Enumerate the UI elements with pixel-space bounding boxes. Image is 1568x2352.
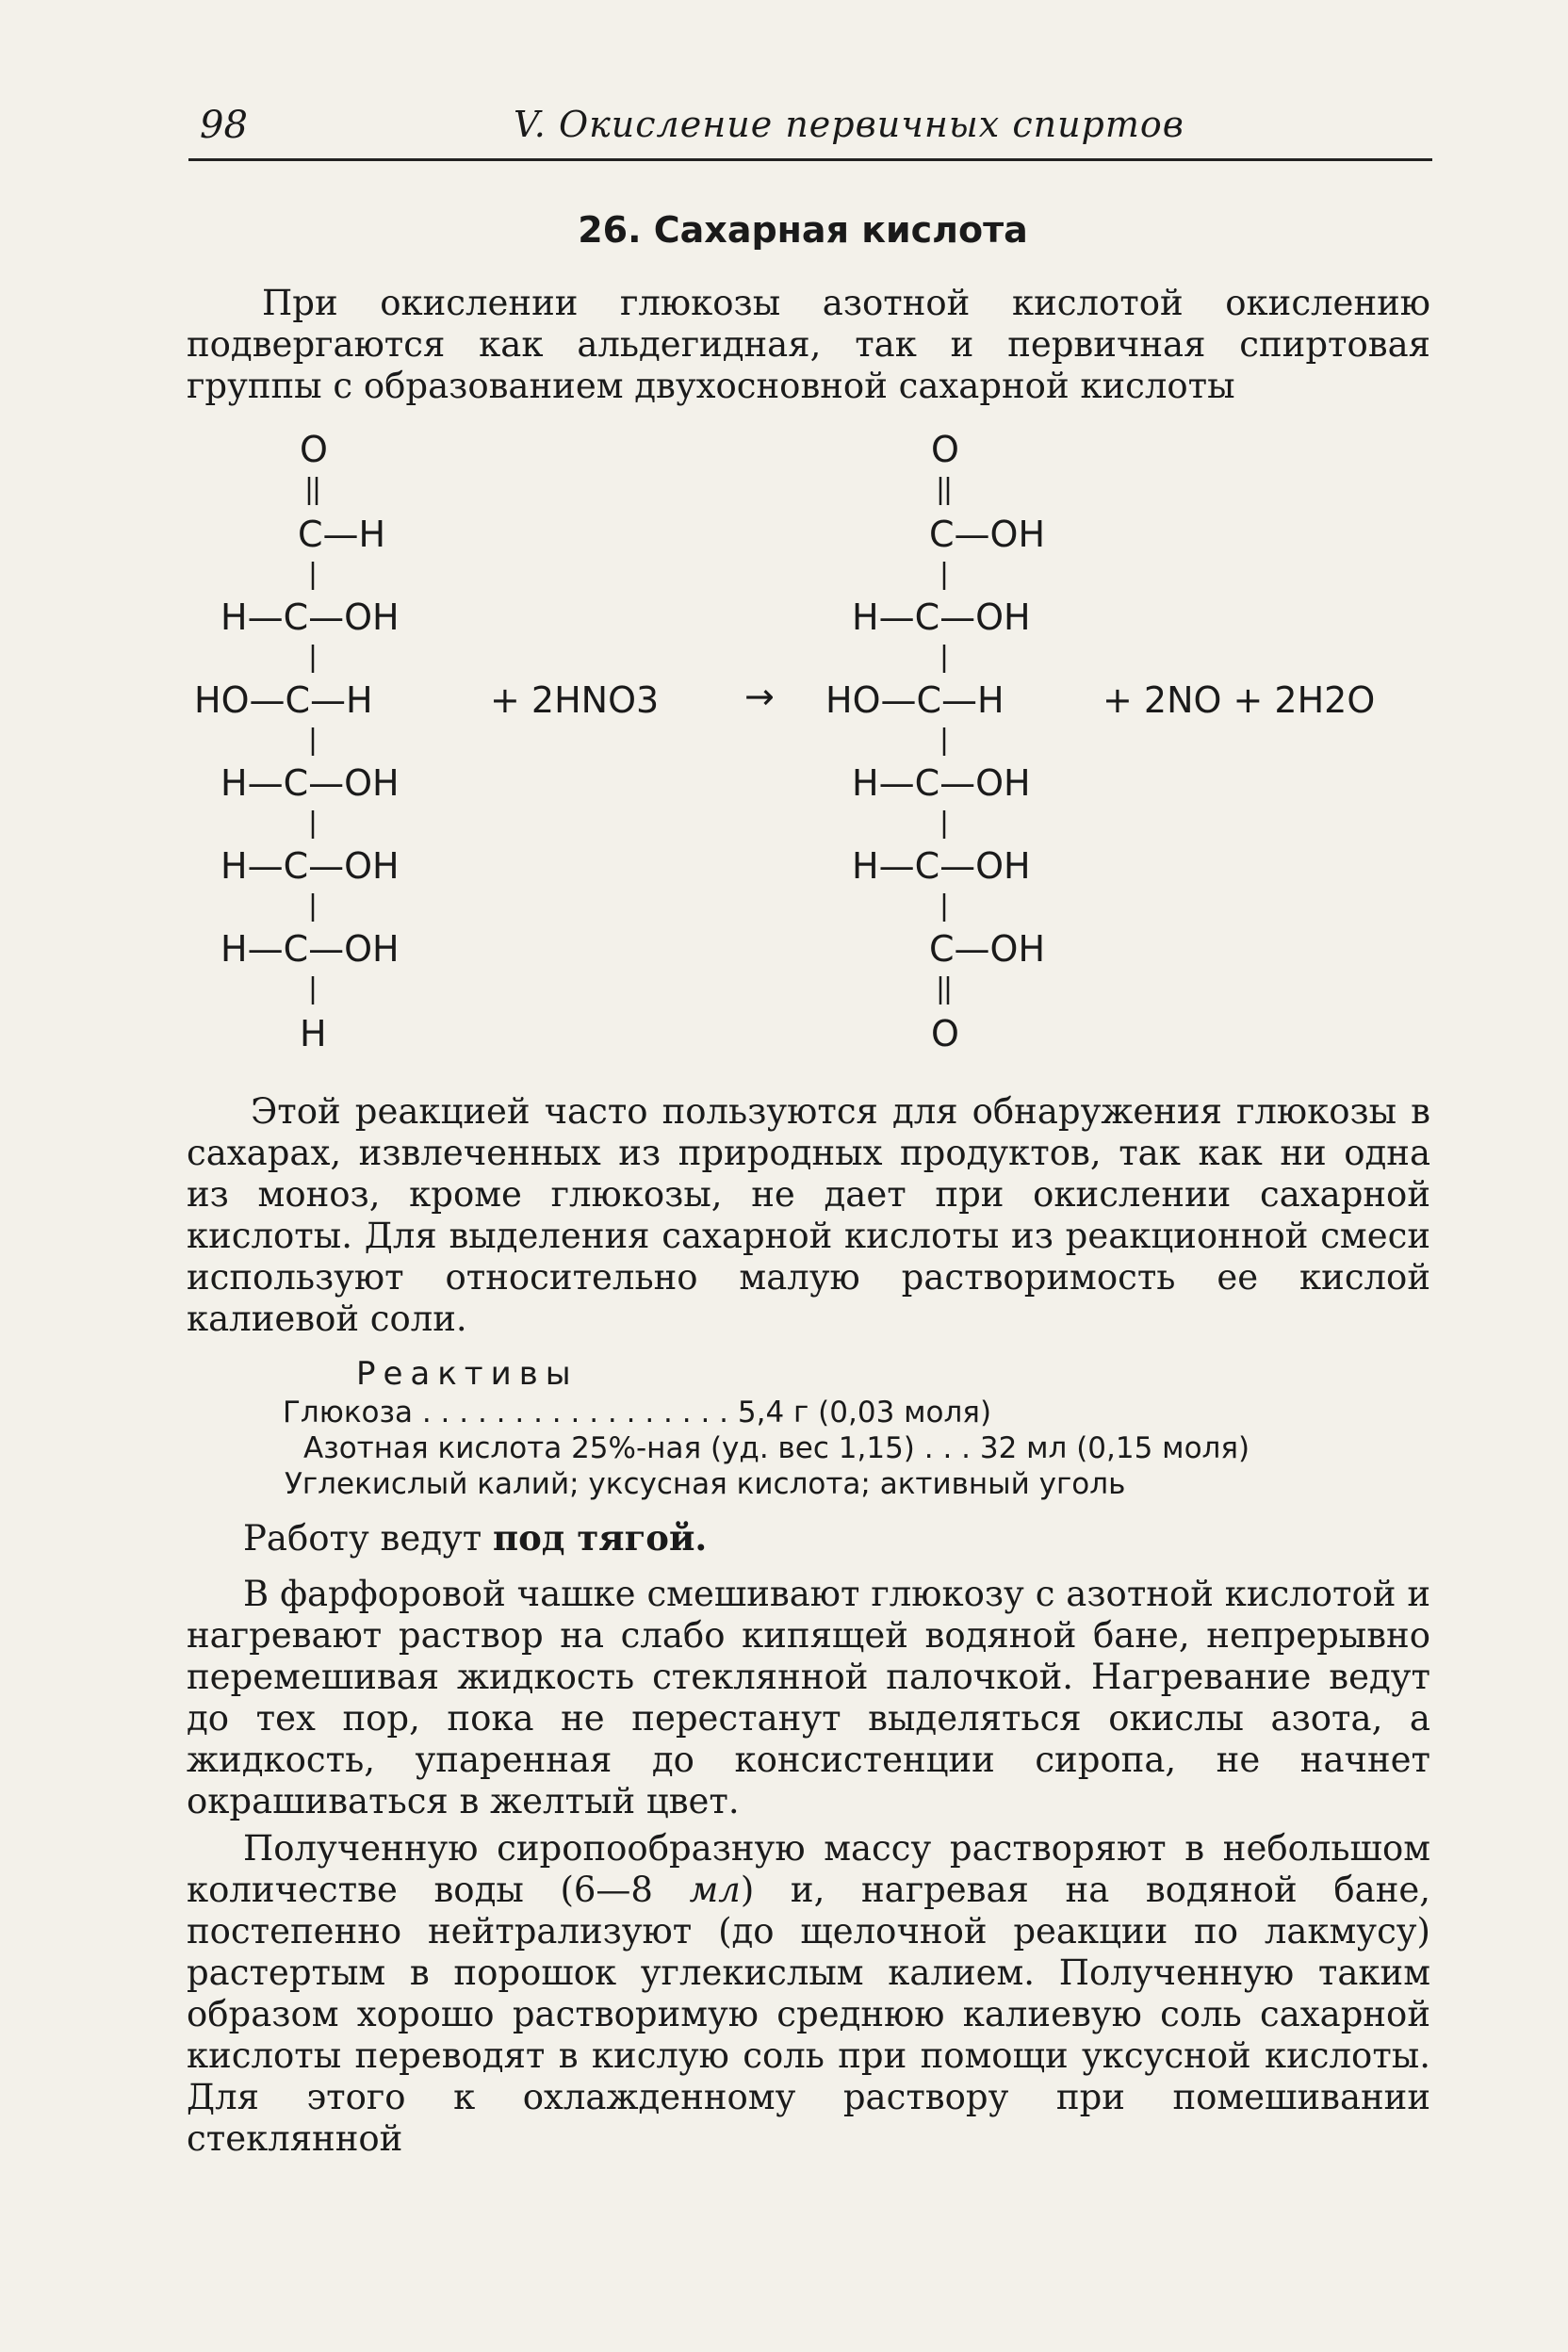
paragraph-neutralization-part1: Полученную сиропообразную массу растворяют в небольшом количестве воды (6—8 <box>187 1828 1430 1910</box>
glucose-top-oxygen: O <box>300 429 328 470</box>
intro-paragraph: При окислении глюкозы азотной кислотой окислению подвергаются как альдегидная, так и первичная спиртовая группы с образованием двухосновной сахарной кислоты <box>187 283 1430 406</box>
work-note <box>187 1517 1430 1560</box>
running-title: V. Окисление первичных спиртов <box>514 104 1184 145</box>
glucose-row-6: H—C—OH <box>220 928 400 970</box>
unit-ml: мл <box>689 1870 741 1910</box>
work-note-bold: под тягой. <box>493 1517 708 1559</box>
saccharic-acid-structure <box>825 429 1045 1054</box>
reaction-arrow: → <box>744 676 775 717</box>
glucose-row-4: H—C—OH <box>220 762 400 804</box>
acid-bottom-oxygen: O <box>931 1013 959 1054</box>
reagents-title: Реактивы <box>356 1355 579 1393</box>
paragraph-procedure: В фарфоровой чашке смешивают глюкозу с азотной кислотой и нагревают раствор на слабо кипящей водяной бане, непрерывно перемешивая жидкость стеклянной палочкой. Нагревание ведут до тех пор, пока не перестанут выделяться окислы азота, а жидкость, упаренная до консистенции сиропа, не начнет окрашиваться в желтый цвет. <box>187 1574 1430 1821</box>
acid-row-1: C—OH <box>929 514 1046 555</box>
acid-top-oxygen: O <box>931 429 959 470</box>
work-note-prefix: Работу ведут <box>243 1518 494 1559</box>
page-header <box>188 102 1432 161</box>
acid-row-3: HO—C—H <box>825 679 1004 721</box>
reagent-item: Углекислый калий; уксусная кислота; активный уголь <box>285 1467 1126 1501</box>
reagent-item: Глюкоза . . . . . . . . . . . . . . . . . 5,4 г (0,03 моля) <box>283 1396 992 1429</box>
reaction-products: + 2NO + 2H2O <box>1102 679 1376 721</box>
reagent-item: Азотная кислота 25%-ная (уд. вес 1,15) . . . 32 мл (0,15 моля) <box>303 1431 1250 1465</box>
paragraph-detection: Этой реакцией часто пользуются для обнаружения глюкозы в сахарах, извлеченных из природных продуктов, так как ни одна из моноз, кроме глюкозы, не дает при окислении сахарной кислоты. Для выделения сахарной кислоты из реакционной смеси используют относительно малую растворимость ее кислой калиевой соли. <box>187 1091 1430 1339</box>
section-title: 26. Сахарная кислота <box>578 209 1028 251</box>
acid-row-2: H—C—OH <box>852 596 1031 638</box>
acid-row-5: H—C—OH <box>852 845 1031 887</box>
paragraph-neutralization <box>187 1828 1430 2160</box>
glucose-row-3: HO—C—H <box>194 679 373 721</box>
acid-row-6: C—OH <box>929 928 1046 970</box>
glucose-row-5: H—C—OH <box>220 845 400 887</box>
acid-row-4: H—C—OH <box>852 762 1031 804</box>
glucose-bottom-hydrogen: H <box>300 1013 327 1054</box>
reaction-equation <box>0 424 1568 1065</box>
glucose-structure <box>194 429 400 1054</box>
glucose-row-1: C—H <box>298 514 386 555</box>
page-number: 98 <box>200 104 248 147</box>
paragraph-neutralization-part2: ) и, нагревая на водяной бане, постепенно нейтрализуют (до щелочной реакции по лакмусу) растертым в порошок углекислым калием. Полученную таким образом хорошо растворимую среднюю калиевую соль сахарной кислоты переводят в кислую соль при помощи уксусной кислоты. Для этого к охлажденному раствору при помешивании стеклянной <box>187 1870 1431 2159</box>
glucose-row-2: H—C—OH <box>220 596 400 638</box>
nitric-acid-reagent: + 2HNO3 <box>490 679 660 721</box>
